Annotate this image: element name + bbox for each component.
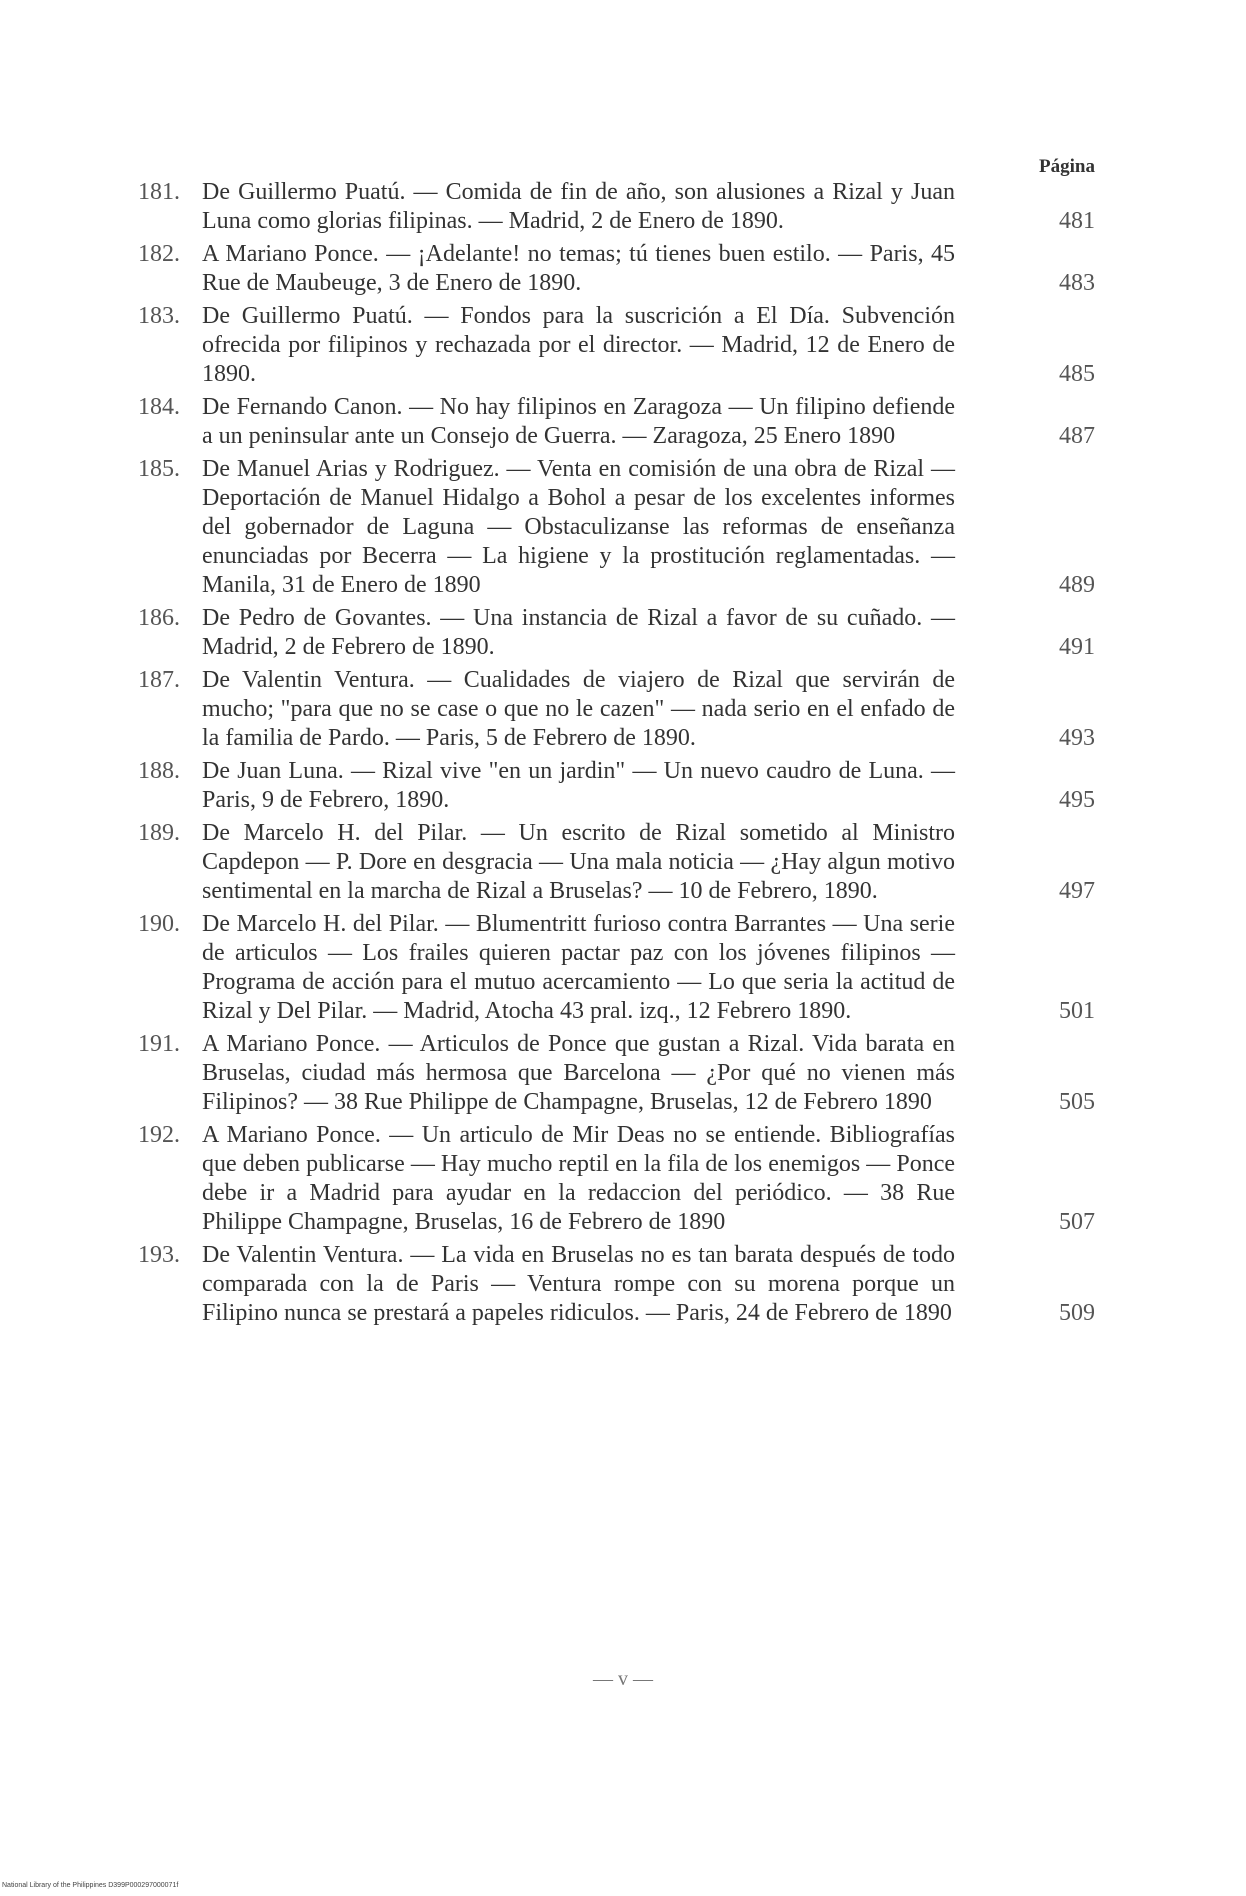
entry-text: A Mariano Ponce. — ¡Adelante! no temas; tú tienes buen estilo. — Paris, 45 Rue de Maubeuge, 3 de Enero de 1890. bbox=[202, 241, 955, 296]
entry-number: 182. bbox=[138, 241, 180, 267]
toc-entry bbox=[138, 819, 1095, 906]
entry-number: 181. bbox=[138, 179, 180, 205]
page-column-header: Página bbox=[1039, 156, 1095, 177]
entry-page: 505 bbox=[1059, 1089, 1095, 1115]
entry-number: 184. bbox=[138, 394, 180, 420]
entry-number: 189. bbox=[138, 820, 180, 846]
toc-entry bbox=[138, 178, 1095, 236]
toc-entry bbox=[138, 910, 1095, 1026]
toc-entry bbox=[138, 757, 1095, 815]
entry-number: 191. bbox=[138, 1031, 180, 1057]
entry-number: 186. bbox=[138, 605, 180, 631]
entry-text: De Juan Luna. — Rizal vive "en un jardin" — Un nuevo caudro de Luna. — Paris, 9 de Febrero, 1890. bbox=[202, 758, 955, 813]
entry-number: 187. bbox=[138, 667, 180, 693]
toc-entry bbox=[138, 302, 1095, 389]
entry-page: 487 bbox=[1059, 423, 1095, 449]
page-number-mark: — v — bbox=[593, 1668, 653, 1690]
entry-number: 185. bbox=[138, 456, 180, 482]
toc-entry bbox=[138, 240, 1095, 298]
table-of-contents bbox=[138, 178, 1095, 1332]
toc-entry bbox=[138, 455, 1095, 600]
entry-page: 509 bbox=[1059, 1300, 1095, 1326]
entry-page: 507 bbox=[1059, 1209, 1095, 1235]
entry-text: De Valentin Ventura. — La vida en Bruselas no es tan barata después de todo comparada con la de Paris — Ventura rompe con su morena porque un Filipino nunca se prestará a papeles ridiculos. — Paris, 24 de Febrero de 1890 bbox=[202, 1242, 955, 1326]
toc-entry bbox=[138, 604, 1095, 662]
entry-page: 485 bbox=[1059, 361, 1095, 387]
entry-text: A Mariano Ponce. — Un articulo de Mir Deas no se entiende. Bibliografías que deben publicarse — Hay mucho reptil en la fila de los enemigos — Ponce debe ir a Madrid para ayudar en la redaccion del periódico. — 38 Rue Philippe Champagne, Bruselas, 16 de Febrero de 1890 bbox=[202, 1122, 955, 1235]
entry-number: 190. bbox=[138, 911, 180, 937]
toc-entry bbox=[138, 1241, 1095, 1328]
entry-text: De Valentin Ventura. — Cualidades de viajero de Rizal que servirán de mucho; "para que no se case o que no le cazen" — nada serio en el enfado de la familia de Pardo. — Paris, 5 de Febrero de 1890. bbox=[202, 667, 955, 751]
entry-text: De Fernando Canon. — No hay filipinos en Zaragoza — Un filipino defiende a un peninsular ante un Consejo de Guerra. — Zaragoza, 25 Enero 1890 bbox=[202, 394, 955, 449]
entry-page: 501 bbox=[1059, 998, 1095, 1024]
entry-text: De Marcelo H. del Pilar. — Blumentritt furioso contra Barrantes — Una serie de articulos — Los frailes quieren pactar paz con los jóvenes filipinos — Programa de acción para el mutuo acercamiento — Lo que seria la actitud de Rizal y Del Pilar. — Madrid, Atocha 43 pral. izq., 12 Febrero 1890. bbox=[202, 911, 955, 1024]
library-watermark-note: National Library of the Philippines D399P000297000071f bbox=[2, 1882, 179, 1889]
entry-page: 489 bbox=[1059, 572, 1095, 598]
toc-entry bbox=[138, 666, 1095, 753]
entry-page: 495 bbox=[1059, 787, 1095, 813]
entry-text: De Manuel Arias y Rodriguez. — Venta en comisión de una obra de Rizal — Deportación de Manuel Hidalgo a Bohol a pesar de los excelentes informes del gobernador de Laguna — Obstaculizanse las reformas de enseñanza enunciadas por Becerra — La higiene y la prostitución reglamentadas. — Manila, 31 de Enero de 1890 bbox=[202, 456, 955, 598]
entry-number: 192. bbox=[138, 1122, 180, 1148]
entry-page: 481 bbox=[1059, 208, 1095, 234]
toc-entry bbox=[138, 1030, 1095, 1117]
entry-page: 497 bbox=[1059, 878, 1095, 904]
toc-entry bbox=[138, 393, 1095, 451]
entry-page: 493 bbox=[1059, 725, 1095, 751]
entry-number: 188. bbox=[138, 758, 180, 784]
entry-text: De Pedro de Govantes. — Una instancia de Rizal a favor de su cuñado. — Madrid, 2 de Febrero de 1890. bbox=[202, 605, 955, 660]
entry-number: 193. bbox=[138, 1242, 180, 1268]
toc-entry bbox=[138, 1121, 1095, 1237]
entry-text: De Guillermo Puatú. — Comida de fin de año, son alusiones a Rizal y Juan Luna como glorias filipinas. — Madrid, 2 de Enero de 1890. bbox=[202, 179, 955, 234]
entry-page: 483 bbox=[1059, 270, 1095, 296]
entry-text: A Mariano Ponce. — Articulos de Ponce que gustan a Rizal. Vida barata en Bruselas, ciudad más hermosa que Barcelona — ¿Por qué no vienen más Filipinos? — 38 Rue Philippe de Champagne, Bruselas, 12 de Febrero 1890 bbox=[202, 1031, 955, 1115]
entry-number: 183. bbox=[138, 303, 180, 329]
entry-page: 491 bbox=[1059, 634, 1095, 660]
entry-text: De Guillermo Puatú. — Fondos para la suscrición a El Día. Subvención ofrecida por filipinos y rechazada por el director. — Madrid, 12 de Enero de 1890. bbox=[202, 303, 955, 387]
entry-text: De Marcelo H. del Pilar. — Un escrito de Rizal sometido al Ministro Capdepon — P. Dore en desgracia — Una mala noticia — ¿Hay algun motivo sentimental en la marcha de Rizal a Bruselas? — 10 de Febrero, 1890. bbox=[202, 820, 955, 904]
